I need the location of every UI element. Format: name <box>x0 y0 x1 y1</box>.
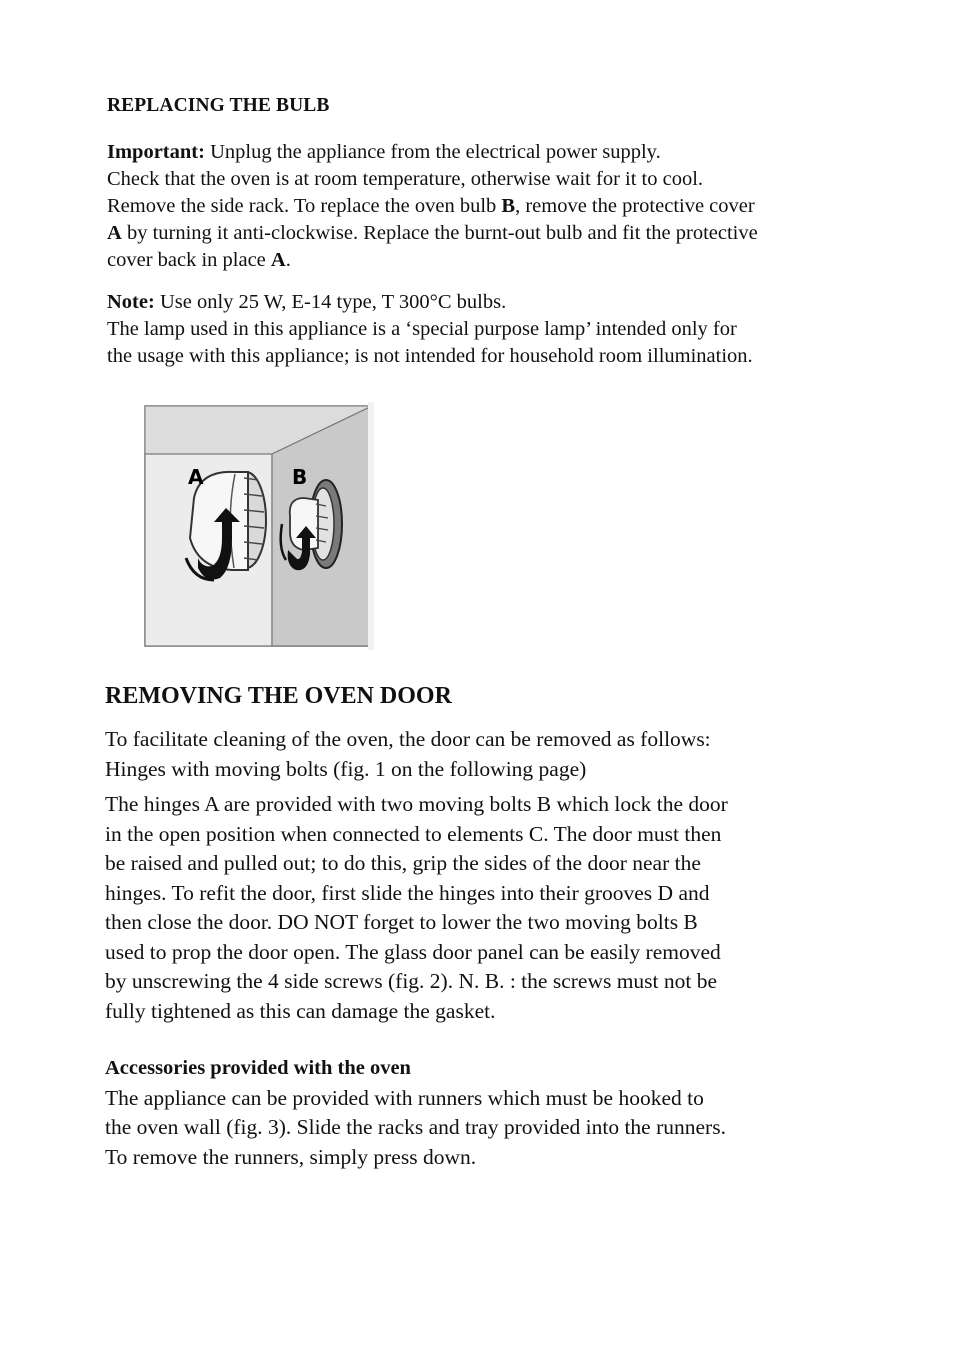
body-line: To remove the runners, simply press down. <box>105 1144 477 1169</box>
note-line: The lamp used in this appliance is a ‘special purpose lamp’ intended only for <box>107 318 737 340</box>
door-intro <box>105 725 711 784</box>
body-line: The appliance can be provided with runners which must be hooked to <box>105 1085 704 1110</box>
body-line: by unscrewing the 4 side screws (fig. 2). N. B. : the screws must not be <box>105 969 718 993</box>
door-instructions <box>105 790 728 1026</box>
intro-line: To facilitate cleaning of the oven, the door can be removed as follows: <box>105 727 711 751</box>
section-heading-replacing-bulb: REPLACING THE BULB <box>107 95 330 116</box>
instruction-line: cover back in place A. <box>107 249 291 271</box>
body-line: be raised and pulled out; to do this, grip the sides of the door near the <box>105 851 701 875</box>
body-line: the oven wall (fig. 3). Slide the racks and tray provided into the runners. <box>105 1115 726 1139</box>
body-line: used to prop the door open. The glass door panel can be easily removed <box>105 939 721 964</box>
intro-line: Hinges with moving bolts (fig. 1 on the following page) <box>105 756 587 781</box>
body-line: then close the door. DO NOT forget to lower the two moving bolts B <box>105 910 698 934</box>
bulb-replacement-figure <box>140 398 376 654</box>
label-b: B <box>292 465 308 489</box>
body-line: in the open position when connected to elements C. The door must then <box>105 821 722 846</box>
bulb-instructions <box>107 139 867 274</box>
label-a: A <box>188 465 204 489</box>
instruction-line: Check that the oven is at room temperature, otherwise wait for it to cool. <box>107 168 704 190</box>
instruction-line: A by turning it anti-clockwise. Replace the burnt-out bulb and fit the protective <box>107 222 758 244</box>
body-line: The hinges A are provided with two moving bolts B which lock the door <box>105 792 728 816</box>
instruction-line: Remove the side rack. To replace the oven bulb B, remove the protective cover <box>107 195 755 217</box>
accessories-heading: Accessories provided with the oven <box>105 1057 411 1079</box>
accessories-section <box>105 1054 726 1172</box>
note-line: Note: Use only 25 W, E-14 type, T 300°C bulbs. <box>107 291 507 313</box>
body-line: fully tightened as this can damage the gasket. <box>105 998 496 1023</box>
note-line: the usage with this appliance; is not intended for household room illumination. <box>107 345 753 367</box>
body-line: hinges. To refit the door, first slide the hinges into their grooves D and <box>105 880 710 905</box>
bulb-note <box>107 289 867 370</box>
important-line: Important: Unplug the appliance from the electrical power supply. <box>107 141 661 163</box>
section-heading-removing-door: REMOVING THE OVEN DOOR <box>105 683 452 709</box>
